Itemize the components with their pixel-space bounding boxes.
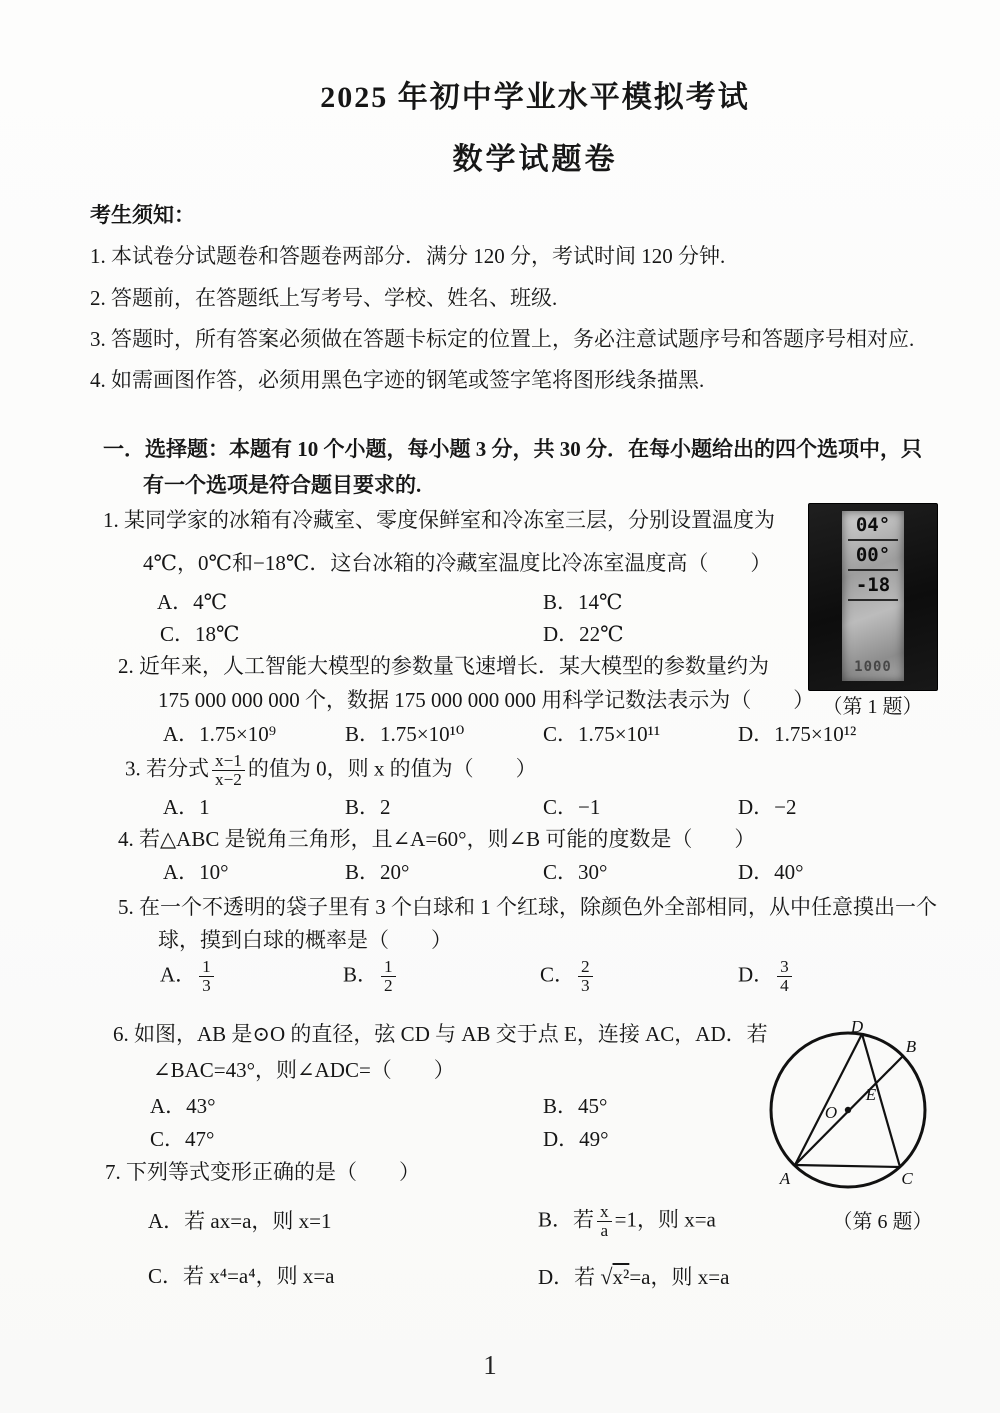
figure6-caption: （第 6 题） [832, 1211, 933, 1233]
q1-option-b: B．14℃ [543, 590, 623, 614]
fridge-reading-faint: 1000 [854, 659, 892, 675]
q2-option-b: B．1.75×10¹⁰ [345, 722, 465, 746]
q7-option-a: A．若 ax=a，则 x=1 [148, 1209, 332, 1233]
notice-item-3: 3. 答题时，所有答案必须做在答题卡标定的位置上，务必注意试题序号和答题序号相对应. [90, 327, 915, 351]
fridge-photo [808, 503, 938, 691]
fridge-reading-1: 04° [848, 511, 898, 541]
exam-subtitle: 数学试题卷 [452, 143, 618, 176]
q3-suffix: 的值为 0，则 x 的值为（ ） [247, 756, 537, 781]
point-label-c: C [901, 1169, 913, 1188]
q4-line1: 4. 若△ABC 是锐角三角形，且∠A=60°，则∠B 可能的度数是（ ） [118, 827, 756, 851]
q1-line2: 4℃，0℃和−18℃．这台冰箱的冷藏室温度比冷冻室温度高（ ） [143, 551, 772, 575]
notice-item-4: 4. 如需画图作答，必须用黑色字迹的钢笔或签字笔将图形线条描黑. [90, 368, 705, 392]
q7-option-d: D．若 √x²=a，则 x=a [538, 1264, 730, 1289]
q6-option-b: B．45° [543, 1094, 608, 1118]
q4-option-a: A．10° [163, 860, 229, 884]
q3-option-c: C．−1 [543, 795, 601, 819]
q6-option-c: C．47° [150, 1127, 215, 1151]
q5-option-c: C． $\frac{2}{3}$ [540, 958, 596, 995]
q3-option-d: D．−2 [738, 795, 797, 819]
q7-sqrt-expression: √x² [600, 1264, 630, 1289]
q1-line1: 1. 某同学家的冰箱有冷藏室、零度保鲜室和冷冻室三层，分别设置温度为 [103, 508, 775, 532]
q1-option-d: D．22℃ [543, 622, 624, 646]
fridge-reading-3: -18 [848, 571, 898, 601]
section-one-line2: 有一个选项是符合题目要求的. [143, 473, 422, 497]
q6-line2: ∠BAC=43°，则∠ADC=（ ） [153, 1058, 455, 1082]
notice-item-2: 2. 答题前，在答题纸上写考号、学校、姓名、班级. [90, 286, 558, 310]
q7-fraction-b: $\frac{x}{a}$ [597, 1203, 612, 1240]
q6-line1: 6. 如图，AB 是⊙O 的直径，弦 CD 与 AB 交于点 E，连接 AC，AD．若 [113, 1022, 768, 1046]
fridge-reading-2: 00° [848, 541, 898, 571]
exam-title: 2025 年初中学业水平模拟考试 [320, 81, 750, 114]
q2-line1: 2. 近年来，人工智能大模型的参数量飞速增长．某大模型的参数量约为 [118, 654, 769, 678]
q5-fraction-b: $\frac{1}{2}$ [381, 958, 396, 995]
q7-line1: 7. 下列等式变形正确的是（ ） [105, 1160, 420, 1184]
q4-option-b: B．20° [345, 860, 410, 884]
q7-option-c: C．若 x⁴=a⁴，则 x=a [148, 1264, 335, 1288]
q3-prefix: 3. 若分式 [125, 756, 209, 781]
q2-option-c: C．1.75×10¹¹ [543, 722, 661, 746]
q1-option-c: C．18℃ [160, 622, 240, 646]
point-label-e: E [865, 1085, 877, 1104]
q3-text [125, 752, 537, 789]
page-number: 1 [483, 1350, 497, 1380]
circle-diagram [763, 1018, 958, 1218]
fridge-display [842, 511, 904, 681]
figure1-caption: （第 1 题） [822, 696, 923, 718]
q1-option-a: A．4℃ [157, 590, 228, 614]
q5-fraction-c: $\frac{2}{3}$ [578, 958, 593, 995]
q6-option-d: D．49° [543, 1127, 609, 1151]
q3-option-b: B．2 [345, 795, 391, 819]
q5-line2: 球，摸到白球的概率是（ ） [158, 928, 452, 952]
q7-option-b: B．若 $\frac{x}{a}$ =1，则 x=a [538, 1202, 716, 1241]
q2-option-a: A．1.75×10⁹ [163, 722, 277, 746]
point-label-d: D [850, 1018, 864, 1036]
q5-option-d: D． $\frac{3}{4}$ [738, 958, 795, 995]
q5-fraction-a: $\frac{1}{3}$ [199, 958, 214, 995]
q5-option-b: B． $\frac{1}{2}$ [343, 958, 399, 995]
center-point-o [845, 1107, 851, 1113]
q5-line1: 5. 在一个不透明的袋子里有 3 个白球和 1 个红球，除颜色外全部相同，从中任意摸出一个 [118, 895, 937, 919]
notice-item-1: 1. 本试卷分试题卷和答题卷两部分．满分 120 分，考试时间 120 分钟. [90, 244, 726, 268]
point-label-b: B [905, 1037, 917, 1056]
q3-option-a: A．1 [163, 795, 210, 819]
point-label-a: A [779, 1169, 791, 1188]
q6-option-a: A．43° [150, 1094, 216, 1118]
q3-fraction: $\frac{x-1}{x-2}$ [212, 752, 245, 789]
q5-option-a: A． $\frac{1}{3}$ [160, 958, 217, 995]
notice-heading: 考生须知： [90, 203, 195, 227]
q4-option-c: C．30° [543, 860, 608, 884]
q2-option-d: D．1.75×10¹² [738, 722, 857, 746]
q5-fraction-d: $\frac{3}{4}$ [777, 958, 792, 995]
point-label-o: O [824, 1103, 838, 1122]
q4-option-d: D．40° [738, 860, 804, 884]
section-one-line1: 一．选择题：本题有 10 个小题，每小题 3 分，共 30 分．在每小题给出的四个选项中，只 [103, 437, 922, 461]
q2-line2: 175 000 000 000 个，数据 175 000 000 000 用科学记数法表示为（ ） [158, 688, 815, 712]
